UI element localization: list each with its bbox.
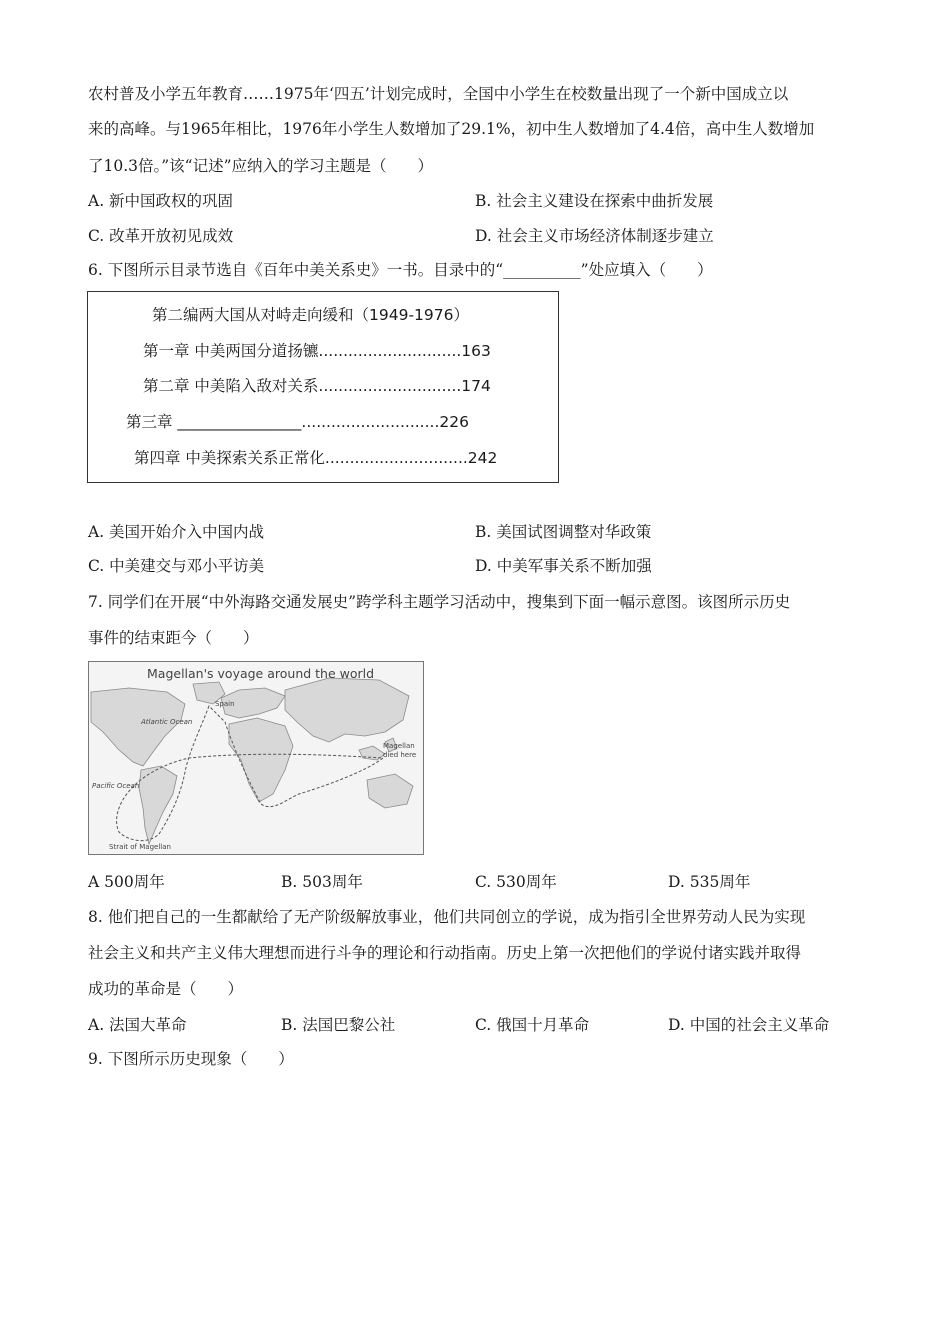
q8-line-3: 成功的革命是（ ） [88,980,244,998]
q5-option-d: D. 社会主义市场经济体制逐步建立 [475,227,714,245]
toc-chapter-2: 第二章 中美陷入敌对关系.............................174 [143,377,491,395]
toc-chapter-1: 第一章 中美两国分道扬镳.............................163 [143,342,491,360]
q8-line-1: 8. 他们把自己的一生都献给了无产阶级解放事业，他们共同创立的学说，成为指引全世界劳动人民为实现 [88,908,806,926]
toc-chapter-4: 第四章 中美探索关系正常化.............................242 [134,449,498,467]
q6-option-a: A. 美国开始介入中国内战 [88,523,265,541]
q5-line-1: 农村普及小学五年教育……1975年‘四五’计划完成时，全国中小学生在校数量出现了一个新中国成立以 [88,85,789,103]
q6-option-b: B. 美国试图调整对华政策 [475,523,652,541]
south-america-landmass [139,766,177,844]
map-label-spain: Spain [215,700,235,708]
q6-stem: 6. 下图所示目录节选自《百年中美关系史》一书。目录中的“__________”处应填入（ ） [88,261,713,279]
q7-line-2: 事件的结束距今（ ） [88,629,259,647]
q6-option-d: D. 中美军事关系不断加强 [475,557,652,575]
africa-landmass [229,718,293,802]
map-label-died-here: died here [383,751,417,759]
q5-option-c: C. 改革开放初见成效 [88,227,234,245]
q5-option-b: B. 社会主义建设在探索中曲折发展 [475,192,714,210]
map-title: Magellan's voyage around the world [147,666,375,681]
q8-option-c: C. 俄国十月革命 [475,1016,590,1034]
map-label-magellan: Magellan [383,742,415,750]
q8-option-a: A. 法国大革命 [88,1016,187,1034]
north-america-landmass [91,688,185,766]
q8-option-d: D. 中国的社会主义革命 [668,1016,830,1034]
q9-stem: 9. 下图所示历史现象（ ） [88,1050,294,1068]
q5-line-3: 了10.3倍。”该“记述”应纳入的学习主题是（ ） [88,157,434,175]
australia-landmass [367,774,413,808]
q7-line-1: 7. 同学们在开展“中外海路交通发展史”跨学科主题学习活动中，搜集到下面一幅示意图。该图所示历史 [88,593,791,611]
q8-line-2: 社会主义和共产主义伟大理想而进行斗争的理论和行动指南。历史上第一次把他们的学说付诸实践并取得 [88,944,802,962]
q7-option-d: D. 535周年 [668,873,751,891]
q5-line-2: 来的高峰。与1965年相比，1976年小学生人数增加了29.1%，初中生人数增加了4.4倍，高中生人数增加 [88,120,815,138]
q5-option-a: A. 新中国政权的巩固 [88,192,234,210]
toc-heading: 第二编两大国从对峙走向缓和（1949-1976） [152,306,469,324]
map-label-atlantic: Atlantic Ocean [141,718,193,726]
asia-landmass [285,678,409,742]
map-label-pacific: Pacific Ocean [92,782,140,790]
table-of-contents-box [87,291,559,483]
q7-option-a: A 500周年 [88,873,165,891]
map-label-strait: Strait of Magellan [109,843,171,851]
toc-chapter-3: 第三章 ________________............................226 [126,413,469,431]
q8-option-b: B. 法国巴黎公社 [281,1016,396,1034]
q6-option-c: C. 中美建交与邓小平访美 [88,557,265,575]
q7-option-b: B. 503周年 [281,873,363,891]
q7-option-c: C. 530周年 [475,873,557,891]
magellan-voyage-map [88,661,424,855]
